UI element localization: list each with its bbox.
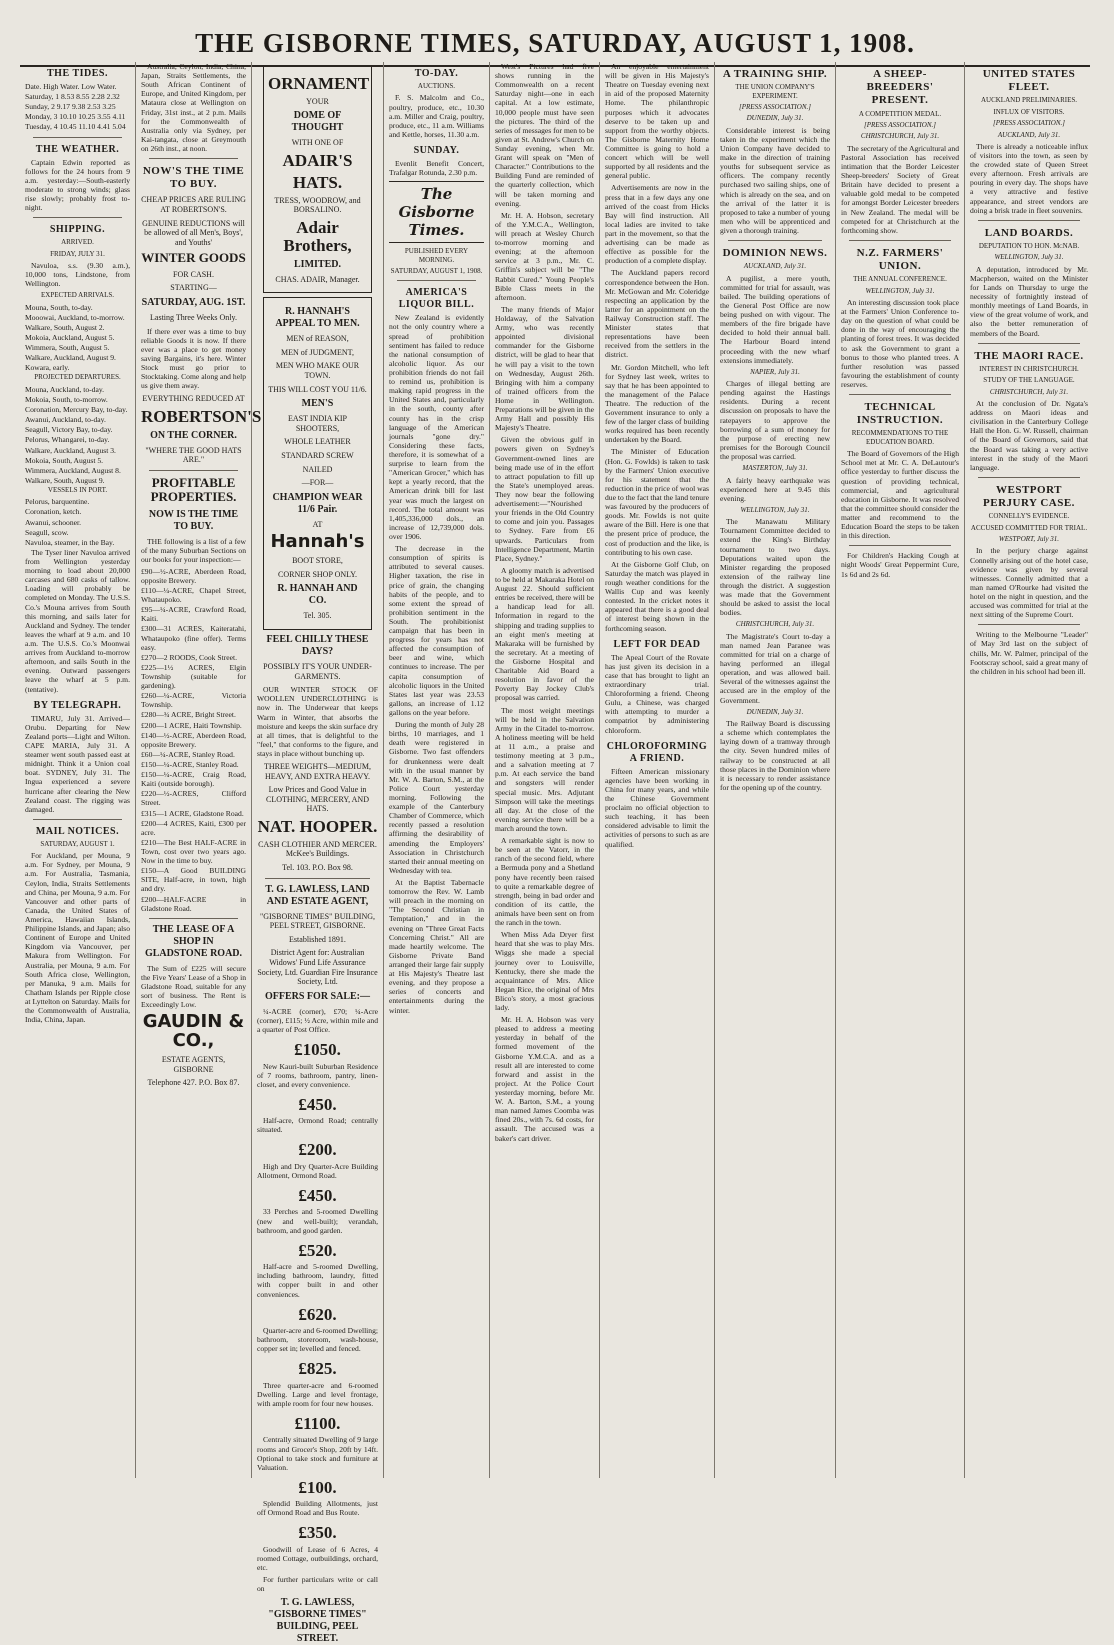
chilly-heading: FEEL CHILLY THESE DAYS? (266, 633, 369, 657)
press-association: [PRESS ASSOCIATION.] (864, 120, 936, 129)
perjury-sub: CONNELLY'S EVIDENCE. (988, 512, 1070, 521)
arrived-heading: ARRIVED. (61, 238, 94, 247)
list-item: £300—31 ACRES, Kaiteratahi, Whataupoko (fine offer). Terms easy. (141, 624, 246, 652)
hannah-advert (263, 297, 372, 630)
list-item: £280—¾ ACRE, Bright Street. (141, 710, 236, 720)
buy-heading: NOW'S THE TIME TO BUY. (142, 165, 245, 191)
news-paragraph: Mr. H. A. Hobson was very pleased to address a meeting yesterday in behalf of the formed movement of the Gisborne Y.M.C.A. and as a result all are interested to come forward and assist in the project. At the Police Court yesterday morning, before Mr. W. A. Barton, S.M., a young man named James Coomba was fined 20s., with 7s. 6d costs, for assault. The accused was a baker's cart driver. (495, 1015, 594, 1143)
land-heading: LAND BOARDS. (984, 226, 1074, 239)
sheep-sub: A COMPETITION MEDAL. (858, 109, 942, 118)
auctions-heading: AUCTIONS. (417, 82, 456, 90)
news-paragraph: Mr. H. A. Hobson, secretary of the Y.M.C.A., Wellington, will preach at Wesley Church to-morrow morning and evening; at the afternoon service at 3 p.m., Mr. C. Griffin's subject will be "The Rabbit Cured." Young People's Bible Class meets in the afternoon. (495, 210, 594, 302)
list-item: Walkare, South, August 9. (25, 475, 105, 485)
list-item: £150—¼-ACRE, Stanley Road. (141, 760, 239, 770)
list-item: Walkare, South, August 2. (25, 322, 105, 332)
divider (978, 624, 1080, 625)
listing-price: £450. (298, 1186, 337, 1206)
cheap-prices: CHEAP PRICES ARE RULING AT ROBERTSON'S. (141, 195, 246, 215)
news-paragraph: At the conclusion of Dr. Ngata's address on Maori ideas and civilisation in the Canterbury College Hall the Hon. G. W. Russell, chairman of the Board of Governors, said that the Board was taking a very active interest in the study of the Maori language. (970, 399, 1088, 472)
mens-heading: MEN'S (301, 398, 334, 410)
lawless-footer: T. G. LAWLESS, "GISBORNE TIMES" BUILDING, PEEL STREET. (268, 1597, 367, 1645)
listing (257, 1095, 378, 1135)
hats-word: HATS. (292, 172, 343, 192)
divider (978, 477, 1080, 478)
dateline: AUCKLAND, July 31. (997, 130, 1061, 139)
hat-brands: TRESS, WOODROW, and BORSALINO. (274, 195, 361, 215)
column-7 (715, 62, 836, 1478)
stock-text: If there ever was a time to buy reliable Goods it is now. If there ever was a place to get money saving Bargains, it's here. Winter Stock must go prior to Stocktaking. Come along and help us give them away. (141, 326, 246, 391)
news-paragraph: At the Gisborne Golf Club, on Saturday the match was played in rough weather conditions for the Wallis Cup and was keenly contested. In the cricket notes it appeared that there is a good deal of interest being shown in the forthcoming season. (605, 559, 709, 633)
news-paragraph: Mr. Gordon Mitchell, who left for Sydney last week, writes to say that he has been appointed to the management of the Palace Theatre. The reduction of the Government insurance to only a few of the larger class of building works required has been recently undertaken by the Board. (605, 362, 709, 445)
particulars: For further particulars write or call on (257, 1575, 378, 1594)
dateline: WELLINGTON, July 31. (740, 505, 810, 514)
news-paragraph: The Apeal Court of the Rovate has just given its decision in a case that has brought to light an extraordinary trial. Chloroforming a friend. Cheong Gulu, a Chinese, was charged with attempting to murder a compatriot by administering chloroform. (605, 652, 709, 735)
divider (849, 394, 951, 395)
adair-advert (263, 66, 372, 293)
ornament-your: YOUR (306, 96, 329, 106)
list-item: Mokoia, South, to-morrow. (25, 394, 108, 404)
list-item: Pelorus, Whangarei, to-day. (25, 435, 110, 445)
editorial-paragraph: During the month of July 28 births, 10 marriages, and 1 death were registered in Gisborne. Two fast offenders for drunkenness were dealt with in the usual manner by Mr. W. A. Barton, S.M., at the Police Court yesterday morning. Following the example of the Canterbury Chamber of Commerce, which recently passed a resolution affirming the desirability of amending the Employers' Association in Christchurch started their annual meeting on Wednesday with tea. (389, 720, 484, 875)
news-paragraph: A remarkable sight is now to be seen at the Vatorr, in the ranch of the second field, where a Bermuda pony and a Shetland pony have recently been raised to quite a remarkable degree of strength, being in bad order and condition of its cattle, the animals have been sent on from the ranch in the town. (495, 836, 594, 928)
mail-heading: MAIL NOTICES. (35, 825, 120, 837)
arrived-date: FRIDAY, JULY 31. (50, 249, 105, 258)
news-paragraph: West's Pictures had five shows running in the Commonwealth on a recent Saturday night—one in each capital. At a low estimate, 10,000 people must have seen the pictures. The third of the series of messages for men to be given at St. Andrew's Church on Sunday evening, when Mr. Grant will speak on "Men of Character." Contributions to the Building Fund are reminded of the quarterly collection, which will be taken morning and evening. (495, 62, 594, 208)
listing-desc: Splendid Building Allotments, just off Ormond Road and Bus Route. (257, 1499, 378, 1518)
news-paragraph: A pugilist, a mere youth, committed for trial for assault, was bailed. The building operations of the General Post Office are now being pushed on with vigour. The members of the fire brigade have decided to hold their annual ball. The Harbour Board intend proceeding with the new wharf extensions immediately. (720, 273, 830, 365)
boot-feature: WHOLE LEATHER (284, 437, 351, 447)
list-item: £90—½-ACRE, Aberdeen Road, opposite Brewery. (141, 566, 246, 585)
starting-date: SATURDAY, AUG. 1ST. (141, 296, 246, 308)
ornament-with: WITH ONE OF (291, 138, 344, 148)
corner-slogan: "WHERE THE GOOD HATS ARE." (145, 445, 242, 465)
offers-first: ¼-ACRE (corner), £70; ¼-Acre (corner), £115; ½ Acre, within mile and a quarter of Post Office. (257, 1006, 378, 1035)
paper-nameplate (389, 181, 484, 243)
tides-line: Monday, 3 10.10 10.25 3.55 4.11 (25, 112, 126, 122)
list-item: Coronation, ketch. (25, 507, 82, 517)
news-paragraph: There is already a noticeable influx of visitors into the town, as seen by the crowded state of Queen Street every afternoon. Fresh arrivals are pouring in every day. The shops have a very attractive and festive appearance, and street vendors are doing a brisk trade in fleet souvenirs. (970, 141, 1088, 215)
hannah-tel: Tel. 305. (303, 611, 332, 621)
list-item: Coronation, Mercury Bay, to-day. (25, 405, 128, 415)
list-item: Wimmera, Auckland, August 8. (25, 465, 121, 475)
arrived-text: Navuloa, s.s. (9.30 a.m.), 10,000 tons, Lindstone, from Wellington. (25, 260, 130, 289)
sunday-heading: SUNDAY. (413, 144, 460, 156)
column-9 (965, 62, 1093, 1478)
listing-price: £100. (298, 1477, 337, 1497)
list-item: Awanui, schooner. (25, 517, 82, 527)
published-line: PUBLISHED EVERY MORNING. (404, 247, 469, 264)
editorial-paragraph: New Zealand is evidently not the only country where a spread of prohibition sentiment has failed to reduce the national consumption of alcoholic liquor. As our prohibition friends do not fail to remind us, prohibition is making rapid progress in the United States and, particularly in the south, county after county has in the crisp language of the American journals "gone dry." Considering these facts, therefore, it is somewhat of a surprise to learn from the "American Grocer," which has kept a yearly record, that the American drink bill for last year was much the largest on record. The total amount was 1,405,336,000 dols., an increase of 12,739,000 dols. over 1906. (389, 313, 484, 541)
projected-heading: PROJECTED DEPARTURES. (34, 373, 121, 382)
editorial-paragraph: At the Baptist Tabernacle tomorrow the Rev. W. Lamb will preach in the morning on "The Second Christian in Temptation," and in the evening on "Three Great Facts Concerning Christ." All are made heartily welcome. The Gisborne Private Band arranged their large fair supply at His Majesty's Theatre last evening, and they propose a series of concerts and entertainments during the winter. (389, 878, 484, 1015)
date-line: SATURDAY, AUGUST 1, 1908. (390, 266, 483, 275)
list-item: £220—½-ACRES, Clifford Street. (141, 789, 246, 808)
corner-line: ON THE CORNER. (150, 429, 237, 441)
news-paragraph: The Magistrate's Court to-day a man named Jean Paranee was committed for trial on a charge of having performed an illegal operation, and was allowed bail. Several of the witnesses against the accused are in the employ of the Government. (720, 631, 830, 705)
now-time: NOW IS THE TIME TO BUY. (148, 508, 239, 532)
boot-feature: STANDARD SCREW (281, 450, 354, 460)
list-item: Mouna, South, to-day. (25, 302, 93, 312)
divider (149, 470, 238, 471)
for-cash: FOR CASH. (173, 269, 214, 279)
profitable-heading: PROFITABLE PROPERTIES. (150, 474, 237, 505)
lease-text: The Sum of £225 will secure the Five Years' Lease of a Shop in Gladstone Road, suitable for any sort of business. The Rent is Exceedingly Low. (141, 963, 246, 1010)
news-paragraph: Given the obvious gulf in powers given on Sydney's Government-owned lines are being made use of in the effort to attract population to fill up the State's unemployed areas. They now bear the following advertisement:—"Nourished your friends in the Old Country to come and join you. Passages to Sydney. Fare from £6 upwards. Particulars from Intelligence Department, Martin Place, Sydney." (495, 435, 594, 563)
dateline: DUNEDIN, July 31. (746, 114, 804, 123)
dominion-heading: DOMINION NEWS. (722, 247, 828, 260)
tides-line: Sunday, 2 9.17 9.38 2.53 3.25 (25, 102, 116, 112)
divider (849, 240, 951, 241)
hooper-tel: Tel. 103. P.O. Box 98. (282, 863, 353, 873)
dateline: NAPIER, July 31. (750, 367, 800, 376)
news-paragraph: An enjoyable entertainment will be given in His Majesty's Theatre on Tuesday evening next in aid of the proposed Maternity Home. The philanthropic purposes which it advocates deserve to be taken up and support from the worthy objects. The Gisborne Maternity Home Committee is going to hold a concert which will be well supported by all residents and the general public. (605, 62, 709, 181)
chilly-sub: POSSIBLY IT'S YOUR UNDER-GARMENTS. (263, 661, 372, 681)
starting-label: STARTING— (170, 283, 217, 293)
listing-desc: New Kauri-built Suburban Residence of 7 rooms, bathroom, pantry, linen-closet, and every convenience. (257, 1061, 378, 1089)
listing (257, 1359, 378, 1408)
offers-heading: OFFERS FOR SALE:— (264, 990, 370, 1002)
district-agent: District Agent for: Australian Widows' Fund Life Assurance Society, Ltd. Guardian Fire Insurance Society, Ltd. (257, 948, 378, 987)
news-paragraph: A fairly heavy earthquake was experienced here at 9.45 this evening. (720, 475, 830, 503)
advert-text: For Children's Hacking Cough at night Woods' Great Peppermint Cure, 1s 6d and 2s 6d. (841, 551, 959, 579)
shipping-news: The Tyser liner Navuloa arrived from Wellington yesterday morning to load about 20,000 carcases and 680 casks of tallow. Loading will probably be completed on Monday. The U.S.S. Co.'s Mouna arrives from South this morning, and sails later for Auckland and Sydney. The tender leaves the wharf at 9 a.m. and 10 a.m. The U.S.S. Co.'s Moonwai arrives from Auckland to-morrow afternoon, and sails South in the evening. Outward passengers leave the wharf at 5 p.m. (tentative). (25, 547, 130, 694)
news-paragraph: Fifteen American missionary agencies have been working in China for many years, and while the Chinese Government proclaim no official objection to such teaching, it has been considered advisable to limit the activities of persons to such as are qualified. (605, 766, 709, 849)
listing (257, 1414, 378, 1472)
adair-manager: CHAS. ADAIR, Manager. (275, 274, 360, 284)
listing-price: £620. (298, 1304, 337, 1324)
tides-table (25, 82, 130, 132)
list-item: £200—4 ACRES, Kaiti, £300 per acre. (141, 818, 246, 837)
mail-text: For Auckland, per Mouna, 9 a.m. For Sydney, per Mouna, 9 a.m. For Australia, Tasmania, Ceylon, India, Straits Settlements and China, per Mouna, 9 a.m. For Vancouver and other parts of Canada, the United States of America, Hawaiian Islands, Philippine Islands, and Japan; also Continent of Europe and United Kingdom via Vancouver, per Makura from Wellington. For Australia, per Mouna, 9 a.m. For South Africa close, Wellington, per Manuka, 9 a.m. Mails for Chatham Islands per Ripple close at Lyttelton on Saturday. Mails for the Commonwealth of Australia, India, China, Japan. (25, 851, 130, 1025)
expected-list (25, 303, 130, 373)
list-item: £200—HALF-ACRE in Gladstone Road. (141, 894, 246, 913)
press-association: [PRESS ASSOCIATION.] (993, 119, 1065, 128)
telegraph-text: TIMARU, July 31. Arrived—Orubu. Departing for New Zealand ports—Light and Wilton. CAPE MARIA, July 31. A steamer went south passed east at midnight. Think it a Union coal boat. SYDNEY, July 31. The Ingua experienced a severe hurricane after clearing the New Zealand coast. The rigging was damaged. (25, 713, 130, 814)
lasting-note: Lasting Three Weeks Only. (150, 312, 237, 322)
maori-heading: THE MAORI RACE. (974, 349, 1084, 362)
list-item: £210—The Best HALF-ACRE in Town, cost over two years ago. Now in the time to buy. (141, 837, 246, 866)
perjury-sub2: ACCUSED COMMITTED FOR TRIAL. (970, 523, 1088, 532)
vessels-list (25, 497, 130, 547)
divider (728, 240, 822, 241)
farmers-heading: N.Z. FARMERS' UNION. (856, 246, 944, 273)
technical-sub: RECOMMENDATIONS TO THE EDUCATION BOARD. (851, 429, 949, 446)
list-item: £140—½-ACRE, Aberdeen Road, opposite Brewery. (141, 730, 246, 749)
expected-heading: EXPECTED ARRIVALS. (41, 291, 114, 300)
lawless-name: T. G. LAWLESS, LAND AND ESTATE AGENT, (265, 883, 370, 907)
column-8 (836, 62, 965, 1478)
weather-heading: THE WEATHER. (35, 143, 120, 155)
news-paragraph: A gloomy match is advertised to be held at Makaraka Hotel on August 22. Should sufficient entries be received, there will be a handicap lead for all. Information in regard to the shipping and trading supplies to an eight men's meeting at Makaraka will be furnished by the secretary. At a meeting of the Gisborne Hospital and Charitable Aid Board a resolution in favor of the Poverty Bay Jockey Club's proposal was carried. (495, 565, 594, 703)
corner-shop: CORNER SHOP ONLY. (278, 569, 357, 579)
hooper-sub: CASH CLOTHIER AND MERCER. McKee's Buildings. (258, 839, 377, 859)
dateline: CHRISTCHURCH, July 31. (989, 387, 1069, 396)
column-5 (490, 62, 600, 1478)
dateline: CHRISTCHURCH, July 31. (860, 132, 940, 141)
list-item: Wimmera, South, August 5. (25, 343, 110, 353)
list-item: £315—1 ACRE, Gladstone Road. (141, 808, 244, 818)
list-item: Seagull, scow. (25, 527, 69, 537)
news-paragraph: A deputation, introduced by Mr. Macpherson, waited on the Minister for Lands on Thursday to urge the necessity of fortnightly instead of monthly meetings of Land Boards, in view of the great volume of work, and also the better remuneration of members of the Board. (970, 264, 1088, 338)
list-item: Kowara, early. (25, 363, 70, 373)
divider (33, 819, 122, 820)
training-ship-sub: THE UNION COMPANY'S EXPERIMENT. (735, 83, 815, 100)
news-paragraph: The most weight meetings will be held in the Salvation Army in the Citadel to-morrow. A holiness meeting will be held at 11 a.m., a praise and testimony meeting at 3 p.m., and a salvation meeting at 7 p.m. At each service the band and songsters will render special music. Mrs. Adjutant Simpson will take the meetings all day. At the close of the evening service there will be a march around the town. (495, 705, 594, 833)
maori-sub2: STUDY OF THE LANGUAGE. (983, 376, 1075, 385)
listing-desc: Quarter-acre and 6-roomed Dwelling; bathroom, storeroom, wash-house, copper set in; levelled and fenced. (257, 1326, 378, 1354)
listing (257, 1241, 378, 1299)
adair-brothers: Adair Brothers, (283, 217, 352, 255)
listing (257, 1186, 378, 1235)
news-paragraph: The secretary of the Agricultural and Pastoral Association has received intimation that the Border Leicester Sheep-breeders' Society of Great Britain have decided to present a valuable gold medal to be competed for amongst Border Leicester breeders in New Zealand. The medal will be competed for at Christchurch at the forthcoming show. (841, 143, 959, 235)
listing-desc: High and Dry Quarter-Acre Building Allotment, Ormond Road. (257, 1161, 378, 1180)
list-item: £150—A Good BUILDING SITE, Half-acre, in town, high and dry. (141, 866, 246, 894)
tides-line: Tuesday, 4 10.45 11.10 4.41 5.04 (25, 122, 126, 132)
established: Established 1891. (289, 934, 346, 944)
paper-name: The Gisborne Times. (398, 185, 475, 240)
fleet-sub: AUCKLAND PRELIMINARIES. (980, 96, 1078, 105)
divider (33, 217, 122, 218)
list-item: Mooowai, Auckland, to-morrow. (25, 312, 125, 322)
dateline: WELLINGTON, July 31. (865, 286, 935, 295)
ornament-title: ORNAMENT (268, 74, 370, 93)
shipping-heading: SHIPPING. (49, 224, 106, 236)
listing (257, 1140, 378, 1180)
property-list (141, 567, 246, 913)
news-paragraph: An interesting discussion took place at the Farmers' Union Conference to-day on the question of what could be done in the way of encouraging the planting of forest trees. It was decided to ask the Government to grant a bonus to those who planted trees. A further resolution was passed favouring the establishment of county reserves. (841, 297, 959, 389)
auctions-text: F. S. Malcolm and Co., poultry, produce, etc., 10.30 a.m. Miller and Craig, poultry, produce, etc., 11 a.m. Williams and Kettle, horses, 11.30 a.m. (389, 93, 484, 139)
training-ship-heading: A TRAINING SHIP. (722, 68, 828, 80)
listing (257, 1478, 378, 1518)
listing (257, 1040, 378, 1089)
press-association: [PRESS ASSOCIATION.] (739, 102, 811, 111)
perjury-heading: WESTPORT PERJURY CASE. (983, 483, 1075, 510)
list-item: Pelorus, barquentine. (25, 497, 90, 507)
divider (33, 137, 122, 138)
boot-feature: EAST INDIA KIP SHOOTERS, (288, 414, 347, 433)
hannahs-name: Hannah's (270, 531, 365, 553)
column-4 (384, 62, 490, 1478)
column-3 (252, 62, 384, 1645)
dateline: MASTERTON, July 31. (742, 464, 808, 473)
news-paragraph: The Auckland papers record correspondence between the Hon. Mr. McGowan and Mr. Coleridge respecting an application by the latter for an appointment on the Railway Construction staff. The Minister states that representations have been received from the settlers in the district. (605, 268, 709, 360)
winter-goods: WINTER GOODS (141, 250, 246, 266)
list-item: £260—¼-ACRE, Victoria Township. (141, 691, 246, 710)
list-item: Mokoia, South, August 5. (25, 455, 104, 465)
underwear-text: OUR WINTER STOCK OF WOOLLEN UNDERCLOTHING is now in. The Underwear that keeps Warm in Winter, that absorbs the moisture and keeps the skin surface dry at all times, that is delightful to the "feel," that conforms to the figure, and stays in place without bunching up. (257, 685, 378, 758)
sunday-text: Evenlit Benefit Concert, Trafalgar Rotunda, 2.30 p.m. (389, 158, 484, 178)
listing-desc: Three quarter-acre and 6-roomed Dwelling. Large and level frontage, with ample room for four new houses. (257, 1380, 378, 1408)
listing-price: £520. (298, 1240, 337, 1260)
listing-desc: Goodwill of Lease of 6 Acres, 4 roomed Cottage, outbuildings, orchard, etc. (257, 1544, 378, 1573)
list-item: Seagull, Victory Bay, to-day. (25, 425, 113, 435)
list-item: Walkare, Auckland, August 3. (25, 445, 116, 455)
mail-date: SATURDAY, AUGUST 1. (40, 839, 115, 848)
gaudin-sub: ESTATE AGENTS, GISBORNE (161, 1055, 226, 1074)
listing-desc: 33 Perches and 5-roomed Dwelling (new and well-built); verandah, bathroom, and good garden. (257, 1207, 378, 1235)
sheep-heading: A SHEEP-BREEDERS' PRESENT. (866, 68, 934, 107)
list-item: £95—¼-ACRE, Crawford Road, Kaiti. (141, 605, 246, 624)
column-6 (600, 62, 715, 1478)
fleet-heading: UNITED STATES FLEET. (982, 68, 1076, 94)
at-label: AT (312, 519, 323, 529)
adairs-name: ADAIR'S (282, 151, 353, 171)
divider (397, 280, 476, 281)
news-paragraph: Advertisements are now in the press that in a few days any one arrived of the coast from Hicks Bay will find instruction. All local ladies are invited to take part in the movement, so that the advertising can be made as effective as possible for the production of a complete display. (605, 183, 709, 266)
listing (257, 1523, 378, 1572)
farmers-sub: THE ANNUAL CONFERENCE. (853, 275, 947, 284)
tides-line: Saturday, 1 8.53 8.55 2.28 2.32 (25, 92, 120, 102)
listing-price: £1100. (294, 1414, 341, 1434)
listing (257, 1305, 378, 1354)
list-item: Awanui, Auckland, to-day. (25, 415, 106, 425)
news-paragraph: Writing to the Melbourne "Leader" of May 3rd last on the subject of chills, Mr. W. Palmer, principal of the Footscray school, said a great many of the children in his school had been ill. (970, 630, 1088, 676)
editorial-heading: AMERICA'S LIQUOR BILL. (398, 287, 475, 311)
listing-price: £200. (298, 1140, 337, 1160)
today-heading: TO-DAY. (414, 68, 459, 79)
list-item: £110—¼-ACRE, Chapel Street, Whataupoko. (141, 586, 246, 605)
listing-desc: Half-acre and 5-roomed Dwelling, including bathroom, laundry, fitted with copper built in and other conveniences. (257, 1262, 378, 1299)
boot-feature: NAILED (302, 464, 333, 474)
list-item: £200—1 ACRE, Haiti Township. (141, 720, 242, 730)
listing-price: £350. (298, 1523, 337, 1543)
fleet-sub2: INFLUX OF VISITORS. (993, 107, 1065, 116)
maori-sub: INTEREST IN CHRISTCHURCH. (979, 364, 1079, 373)
column-1 (20, 62, 136, 1478)
robertsons-name: ROBERTSON'S (141, 406, 262, 426)
weather-text: Captain Edwin reported as follows for the 24 hours from 9 a.m. yesterday:—South-easterly moderate to strong winds; glass rise slowly; probably frost to-night. (25, 157, 130, 213)
listing-desc: Centrally situated Dwelling of 9 large rooms and Grocer's Shop, 20ft by 14ft. Optional to take stock and furniture at Valuation. (257, 1435, 378, 1472)
dateline: CHRISTCHURCH, July 31. (735, 620, 815, 629)
news-paragraph: Considerable interest is being taken in the experiment which the Union Company have decided to make in the direction of training youths for subsequent service as officers. The company recently purchased two sailing ships, one of which is already on the sea, and on the arrival of the latter it is proposed to take a number of young men who will be apprenticed and given a thorough training. (720, 125, 830, 235)
news-paragraph: The many friends of Major Holdaway, of the Salvation Army, who was recently appointed divisional commander for the Gisborne district, will be glad to hear that he will pay a visit to the town on Wednesday, August 26th. Bringing with him a company of trained officers from the Home in Wellington. Preparations will be given in the Army Hall and possibly His Majesty's Theatre. (495, 304, 594, 433)
divider (978, 343, 1080, 344)
hannah-co: R. HANNAH AND CO. (277, 583, 358, 607)
divider (149, 158, 238, 159)
news-paragraph: Charges of illegal betting are pending against the Hastings residents. During a recent discussion on proposals to have the ratepayers to approve the borrowing of a sum of money for the purpose of erecting new premises for the Borough Council the proposal was carried. (720, 379, 830, 461)
news-paragraph: The Minister of Education (Hon. G. Fowlds) is taken to task by the Farmers' Union executive for his statement that the reduction in the price of wool was due to the fact that the land tenure was favoured by the producers of goods. Mr. Fowlds is not quite aware of the Bill. Here is one that the present price of produce, the cost of production and the like, is contributing to his own case. (605, 447, 709, 557)
vessels-heading: VESSELS IN PORT. (47, 485, 108, 494)
projected-list (25, 385, 130, 485)
genuine-reductions: GENUINE REDUCTIONS will be allowed of all Men's, Boys', and Youths' (142, 218, 245, 247)
column-2 (136, 62, 262, 1478)
divider (849, 545, 951, 546)
editorial-paragraph: The decrease in the consumption of spirits is attributed to several causes. Higher taxation, the rise in price of grain, the changing habits of the people, and to some extent the spread of prohibition sentiment in the South. The prohibitionist campaign that has been in progress for years has not affected the consumption of beer and wine, which continues to increase. The per capita consumption of alcoholic liquors in the United States last year was 23.53 gallons, an increase of 1.12 gallons on the year before. (389, 544, 484, 718)
dateline: WESTPORT, July 31. (998, 535, 1060, 544)
divider (265, 878, 370, 879)
list-item: Walkare, Auckland, August 9. (25, 353, 116, 363)
list-item: £270—2 ROODS, Cook Street. (141, 652, 237, 662)
gaudin-phone: Telephone 427. P.O. Box 87. (147, 1078, 240, 1088)
hooper-name: NAT. HOOPER. (257, 817, 378, 837)
property-intro: THE following is a list of a few of the many Suburban Sections on our books for your inspection:— (141, 536, 246, 564)
ornament-dome: DOME OF THOUGHT (291, 110, 344, 134)
left-dead-heading: LEFT FOR DEAD (613, 638, 701, 650)
cost-line: THIS WILL COST YOU 11/6. (268, 384, 367, 394)
telegraph-heading: BY TELEGRAPH. (33, 699, 122, 711)
list-item: Mokoia, Auckland, August 5. (25, 333, 115, 343)
for-label: —FOR— (301, 478, 334, 488)
tides-heading: THE TIDES. (47, 68, 108, 79)
list-item: £60—¼-ACRE, Stanley Road. (141, 749, 235, 759)
lease-heading: THE LEASE OF A SHOP IN GLADSTONE ROAD. (144, 923, 243, 959)
list-item: Mouna, Auckland, to-day. (25, 384, 105, 394)
men-line: MEN WHO MAKE OUR TOWN. (275, 361, 360, 380)
dateline: DUNEDIN, July 31. (746, 707, 804, 716)
chloroform-heading: CHLOROFORMING A FRIEND. (606, 740, 708, 764)
men-line: MEN of REASON, (286, 334, 349, 344)
men-line: MEN of JUDGMENT, (281, 347, 354, 357)
reduced-label: EVERYTHING REDUCED AT (142, 394, 245, 404)
divider (978, 220, 1080, 221)
dateline: WELLINGTON, July 31. (994, 253, 1064, 262)
tides-line: Date. High Water. Low Water. (25, 82, 117, 91)
news-paragraph: The Board of Governors of the High School met at Mr. C. A. DeLautour's office yesterday to further discuss the question of providing technical, commercial, and agricultural education in Gisborne. It was resolved that the committee should consider the matter and recommend to the Education Board the steps to be taken in this direction. (841, 449, 959, 541)
news-paragraph: The Manawatu Military Tournament Committee decided to extend the King's Birthday tournament to two days. Deputations waited upon the Minister regarding the proposed extension of the railway line through the district. A suggestion was made that the Government should be asked to assist the local bodies. (720, 517, 830, 618)
news-paragraph: The Railway Board is discussing a scheme which contemplates the laying down of a tramway through the city. Seven hundred miles of railway to be constructed at all those places in the Dominion where it is necessary to render assistance for the opening up of the country. (720, 719, 830, 792)
listing-price: £450. (298, 1094, 337, 1114)
land-sub: DEPUTATION TO HON. McNAB. (978, 242, 1080, 250)
lawless-building: "GISBORNE TIMES" BUILDING, PEEL STREET, GISBORNE. (259, 911, 376, 931)
mail-continued: Australia, Ceylon, India, China, Japan, Straits Settlements, the South African Continent of Europe, and United Kingdom, per Mataura close at Wellington on Friday, 31st inst., at 2 p.m. Mails for the Commonwealth of Australia only via Sydney, per Kai-tangata, close at Greymouth on 26th inst., at noon. (141, 62, 246, 153)
listing-price: £825. (298, 1359, 337, 1379)
technical-heading: TECHNICAL INSTRUCTION. (856, 401, 944, 427)
listing-price: £1050. (294, 1040, 341, 1060)
dateline: AUCKLAND, July 31. (743, 262, 807, 271)
low-prices: Low Prices and Good Value in CLOTHING, MERCERY, AND HATS. (266, 785, 369, 814)
news-paragraph: When Miss Ada Dryer first heard that she was to play Mrs. Wiggs she made a special journey over to Louisville, Kentucky, there she made the acquaintance of Mrs. Alice Hegan Rice, the original of Mrs Blico's story, a most gracious lady. (495, 930, 594, 1013)
list-item: £225—1½ ACRES, Elgin Township (suitable for gardening). (141, 662, 246, 691)
listing-desc: Half-acre, Ormond Road; centrally situated. (257, 1116, 378, 1135)
adair-limited: LIMITED. (294, 258, 341, 270)
news-paragraph: In the perjury charge against Connelly arising out of the hotel case, evidence was given by several witnesses. Connelly admitted that a man named O'Rourke had visited the hotel on the night in question, and the accused was committed for trial at the next sitting of the Supreme Court. (970, 546, 1088, 620)
divider (149, 918, 238, 919)
list-item: Navuloa, steamer, in the Bay. (25, 537, 115, 547)
weights-line: THREE WEIGHTS—MEDIUM, HEAVY, AND EXTRA HEAVY. (264, 762, 371, 781)
champion-line: CHAMPION WEAR 11/6 Pair. (272, 491, 363, 515)
list-item: £150—¼-ACRE, Craig Road, Kaiti (outside borough). (141, 770, 246, 789)
boot-store: BOOT STORE, (292, 556, 343, 566)
hannah-appeal: R. HANNAH'S APPEAL TO MEN. (275, 306, 360, 330)
gaudin-name: GAUDIN & CO., (142, 1011, 245, 1052)
masthead-title: THE GISBORNE TIMES, SATURDAY, AUGUST 1, 1908. (20, 28, 1090, 67)
